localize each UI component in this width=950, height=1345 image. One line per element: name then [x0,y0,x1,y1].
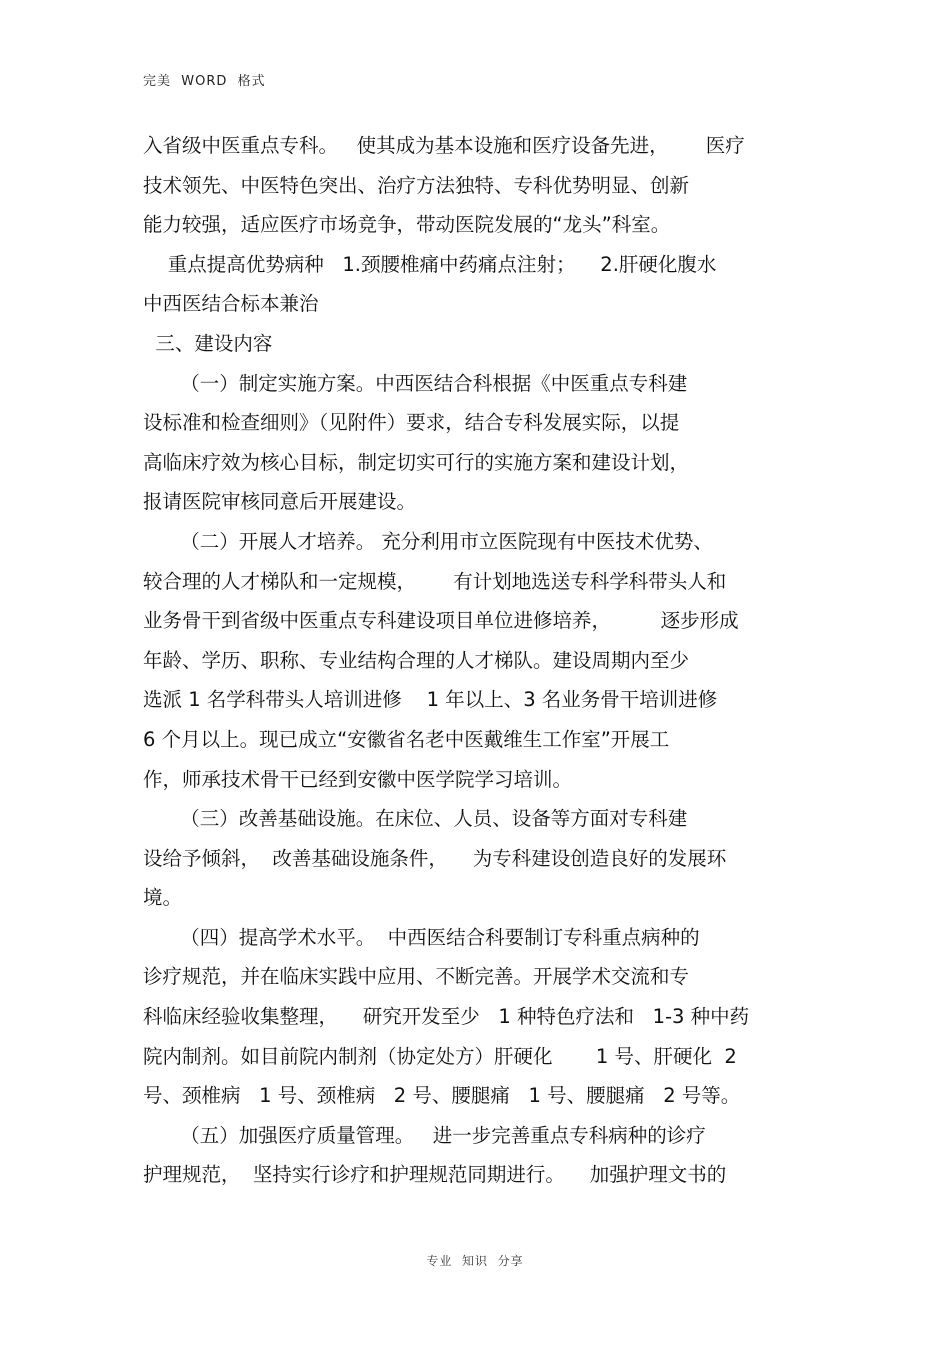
text-line: 能力较强，适应医疗市场竞争，带动医院发展的“龙头”科室。 [143,213,671,237]
text-line: 设给予倾斜， 改善基础设施条件， 为专科建设创造良好的发展环 [143,846,727,870]
text-line: 较合理的人才梯队和一定规模， 有计划地选送专科学科带头人和 [143,569,727,593]
text-line: 中西医结合标本兼治 [143,292,319,316]
text-line: 高临床疗效为核心目标，制定切实可行的实施方案和建设计划， [143,450,690,474]
text-line: 选派 1 名学科带头人培训进修 1 年以上、3 名业务骨干培训进修 [143,688,718,712]
text-line: 设标准和检查细则》（见附件）要求，结合专科发展实际，以提 [143,411,680,435]
text-line: 境。 [143,886,183,910]
text-line: 报请医院审核同意后开展建设。 [143,490,417,514]
text-line: 院内制剂。如目前院内制剂（协定处方）肝硬化 1 号、肝硬化 2 [143,1044,737,1068]
text-line: 号、颈椎病 1 号、颈椎病 2 号、腰腿痛 1 号、腰腿痛 2 号等。 [143,1084,741,1108]
text-line: 业务骨干到省级中医重点专科建设项目单位进修培养， 逐步形成 [143,609,739,633]
text-line: 6 个月以上。现已成立“安徽省名老中医戴维生工作室”开展工 [143,727,670,751]
text-line: 护理规范， 坚持实行诊疗和护理规范同期进行。 加强护理文书的 [143,1163,727,1187]
text-line: （三）改善基础设施。在床位、人员、设备等方面对专科建 [143,807,688,831]
text-line: （二）开展人才培养。 充分利用市立医院现有中医技术优势、 [143,529,713,553]
text-line: （一）制定实施方案。中西医结合科根据《中医重点专科建 [143,371,688,395]
text-line: 年龄、学历、职称、专业结构合理的人才梯队。建设周期内至少 [143,648,690,672]
section-heading: 三、建设内容 [143,331,273,355]
text-line: 入省级中医重点专科。 使其成为基本设施和医疗设备先进， 医疗 [143,134,745,157]
text-line: 作，师承技术骨干已经到安徽中医学院学习培训。 [143,767,573,791]
page-header: 完美 WORD 格式 [143,74,266,89]
page-footer: 专业 知识 分享 [426,1254,524,1268]
text-line: 诊疗规范，并在临床实践中应用、不断完善。开展学术交流和专 [143,965,690,989]
text-line: 科临床经验收集整理， 研究开发至少 1 种特色疗法和 1-3 种中药 [143,1005,750,1029]
text-line: 重点提高优势病种 1.颈腰椎痛中药痛点注射； 2.肝硬化腹水 [143,252,717,276]
text-line: （五）加强医疗质量管理。 进一步完善重点专科病种的诊疗 [143,1123,706,1147]
document-body [143,126,823,1195]
text-line: 技术领先、中医特色突出、治疗方法独特、专科优势明显、创新 [143,173,690,197]
text-line: （四）提高学术水平。 中西医结合科要制订专科重点病种的 [143,925,700,949]
